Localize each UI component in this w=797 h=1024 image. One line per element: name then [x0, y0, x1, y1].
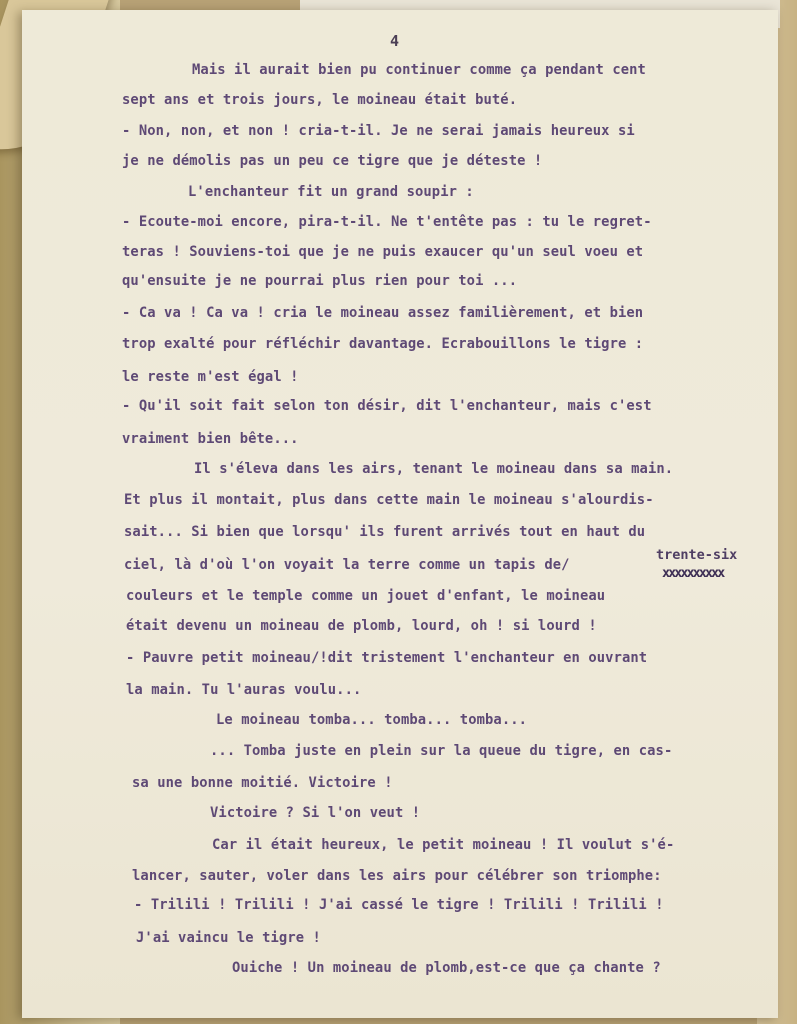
- text-line-30: Ouiche ! Un moineau de plomb,est-ce que ça chante ?: [232, 960, 661, 976]
- text-line-5: L'enchanteur fit un grand soupir :: [188, 184, 474, 200]
- text-line-12: - Qu'il soit fait selon ton désir, dit l'enchanteur, mais c'est: [122, 398, 652, 414]
- page-number: 4: [390, 32, 400, 50]
- text-line-15: Et plus il montait, plus dans cette main le moineau s'alourdis-: [124, 492, 654, 508]
- text-line-19: était devenu un moineau de plomb, lourd, oh ! si lourd !: [126, 618, 597, 634]
- text-line-26: Car il était heureux, le petit moineau ! Il voulut s'é-: [212, 837, 675, 853]
- text-line-4: je ne démolis pas un peu ce tigre que je déteste !: [122, 153, 543, 169]
- text-line-13: vraiment bien bête...: [122, 431, 299, 447]
- text-line-8: qu'ensuite je ne pourrai plus rien pour toi ...: [122, 273, 518, 289]
- handwritten-insertion: trente-six: [656, 547, 738, 563]
- text-line-2: sept ans et trois jours, le moineau était buté.: [122, 92, 518, 108]
- text-line-28: - Trilili ! Trilili ! J'ai cassé le tigre ! Trilili ! Trilili !: [134, 897, 664, 913]
- text-line-22: Le moineau tomba... tomba... tomba...: [216, 712, 528, 728]
- text-line-29: J'ai vaincu le tigre !: [136, 930, 321, 946]
- text-line-16: sait... Si bien que lorsqu' ils furent arrivés tout en haut du: [124, 524, 646, 540]
- text-line-9: - Ca va ! Ca va ! cria le moineau assez familièrement, et bien: [122, 305, 644, 321]
- text-line-27: lancer, sauter, voler dans les airs pour célébrer son triomphe:: [132, 868, 662, 884]
- text-line-11: le reste m'est égal !: [122, 369, 299, 385]
- text-line-3: - Non, non, et non ! cria-t-il. Je ne serai jamais heureux si: [122, 123, 635, 139]
- text-line-23: ... Tomba juste en plein sur la queue du tigre, en cas-: [210, 743, 673, 759]
- typewritten-page: [22, 10, 778, 1018]
- text-line-21: la main. Tu l'auras voulu...: [126, 682, 362, 698]
- text-line-14: Il s'éleva dans les airs, tenant le moineau dans sa main.: [194, 461, 674, 477]
- text-line-1: Mais il aurait bien pu continuer comme ça pendant cent: [192, 62, 646, 78]
- text-line-20: - Pauvre petit moineau/!dit tristement l'enchanteur en ouvrant: [126, 650, 648, 666]
- text-line-10: trop exalté pour réfléchir davantage. Ecrabouillons le tigre :: [122, 336, 644, 352]
- text-line-17: ciel, là d'où l'on voyait la terre comme un tapis de/: [124, 557, 570, 573]
- struck-out-word: xxxxxxxxxx: [662, 565, 724, 581]
- text-line-6: - Ecoute-moi encore, pira-t-il. Ne t'entête pas : tu le regret-: [122, 214, 652, 230]
- text-line-18: couleurs et le temple comme un jouet d'enfant, le moineau: [126, 588, 606, 604]
- text-line-7: teras ! Souviens-toi que je ne puis exaucer qu'un seul voeu et: [122, 244, 644, 260]
- text-line-24: sa une bonne moitié. Victoire !: [132, 775, 393, 791]
- text-line-25: Victoire ? Si l'on veut !: [210, 805, 421, 821]
